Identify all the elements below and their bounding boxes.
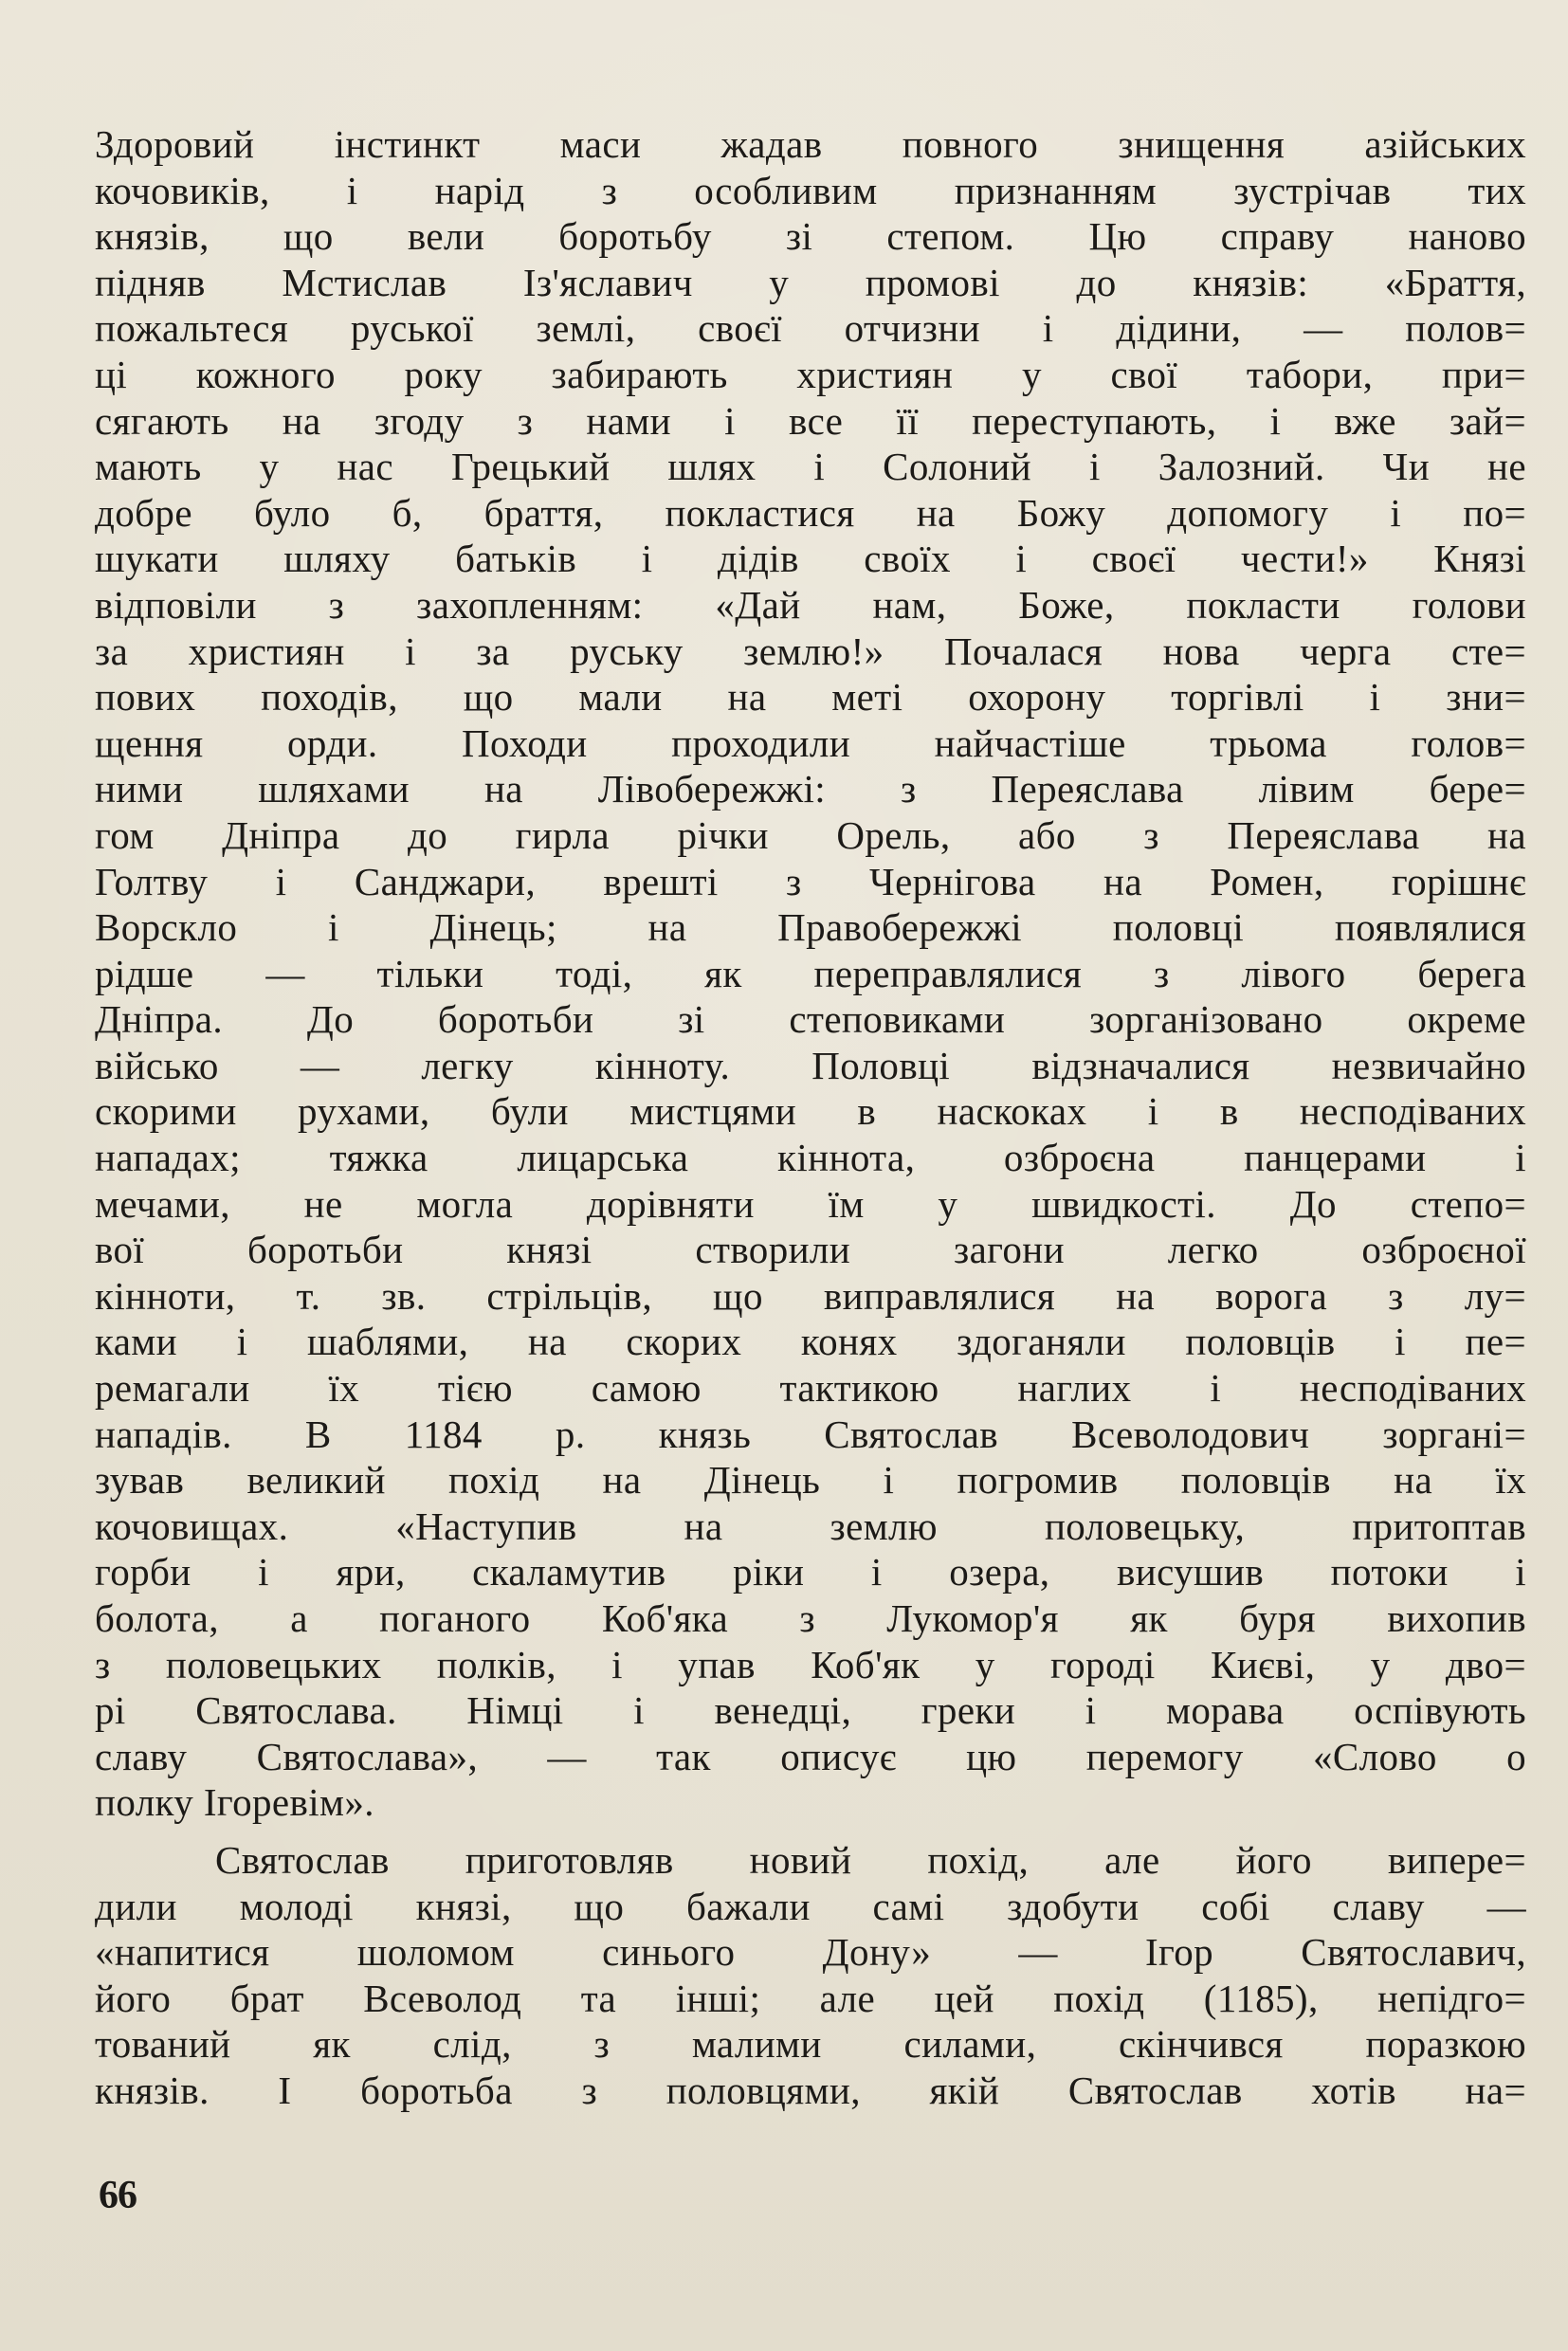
text-line: сягають на згоду з нами і все її переступають, і вже зай= bbox=[95, 398, 1526, 443]
text-line: болота, а поганого Коб'яка з Лукомор'я як буря вихопив bbox=[95, 1596, 1526, 1640]
text-line: відповіли з захопленням: «Дай нам, Боже, покласти голови bbox=[95, 582, 1526, 627]
text-line: зував великий похід на Дінець і погромив половців на їх bbox=[95, 1458, 1526, 1503]
text-line: мають у нас Грецький шлях і Солоний і Залозний. Чи не bbox=[95, 445, 1526, 489]
text-line: нападів. В 1184 р. князь Святослав Всеволодович зоргані= bbox=[95, 1412, 1526, 1456]
text-line: князів. І боротьба з половцями, якій Святослав хотів на= bbox=[95, 2068, 1526, 2112]
text-line: «напитися шоломом синього Дону» — Ігор Святославич, bbox=[95, 1930, 1526, 1975]
text-line: з половецьких полків, і упав Коб'як у городі Києві, у дво= bbox=[95, 1642, 1526, 1686]
text-line: горби і яри, скаламутив ріки і озера, висушив потоки і bbox=[95, 1550, 1526, 1595]
text-line: князів, що вели боротьбу зі степом. Цю справу наново bbox=[95, 214, 1526, 259]
page-number: 66 bbox=[99, 2174, 137, 2217]
text-line: ками і шаблями, на скорих конях здоганяли половців і пе= bbox=[95, 1320, 1526, 1364]
text-line: дили молоді князі, що бажали самі здобути собі славу — bbox=[95, 1884, 1526, 1928]
text-line: славу Святослава», — так описує цю перемогу «Слово о bbox=[95, 1734, 1526, 1778]
paragraph-2 bbox=[95, 1837, 1526, 2114]
text-line: мечами, не могла дорівняти їм у швидкості. До степо= bbox=[95, 1181, 1526, 1226]
text-line: ними шляхами на Лівобережжі: з Переяслава лівим бере= bbox=[95, 767, 1526, 811]
text-line: пожальтеся руської землі, своєї отчизни і дідини, — полов= bbox=[95, 306, 1526, 351]
text-line: скорими рухами, були мистцями в наскоках і в несподіваних bbox=[95, 1089, 1526, 1134]
text-line: гом Дніпра до гирла річки Орель, або з Переяслава на bbox=[95, 812, 1526, 857]
text-line: підняв Мстислав Із'яславич у промові до князів: «Браття, bbox=[95, 260, 1526, 304]
text-line: ремагали їх тією самою тактикою наглих і несподіваних bbox=[95, 1366, 1526, 1411]
text-line: рі Святослава. Німці і венедці, греки і морава оспівують bbox=[95, 1688, 1526, 1733]
body-text bbox=[95, 121, 1526, 2114]
text-line: за християн і за руську землю!» Почалася нова черга сте= bbox=[95, 629, 1526, 673]
text-line: Голтву і Санджари, врешті з Чернігова на Ромен, горішнє bbox=[95, 859, 1526, 903]
text-line: вої боротьби князі створили загони легко озброєної bbox=[95, 1228, 1526, 1272]
text-line: рідше — тільки тоді, як переправлялися з лівого берега bbox=[95, 951, 1526, 995]
text-line: військо — легку кінноту. Половці відзначалися незвичайно bbox=[95, 1043, 1526, 1087]
text-line: тований як слід, з малими силами, скінчився поразкою bbox=[95, 2022, 1526, 2067]
text-line: кінноти, т. зв. стрільців, що виправлялися на ворога з лу= bbox=[95, 1273, 1526, 1318]
text-line: його брат Всеволод та інші; але цей похід (1185), непідго= bbox=[95, 1976, 1526, 2020]
text-line: Святослав приготовляв новий похід, але його випере= bbox=[215, 1837, 1526, 1882]
text-line: щення орди. Походи проходили найчастіше трьома голов= bbox=[95, 720, 1526, 765]
text-line: шукати шляху батьків і дідів своїх і своєї чести!» Князі bbox=[95, 537, 1526, 581]
text-line: кочовищах. «Наступив на землю половецьку, притоптав bbox=[95, 1504, 1526, 1548]
text-line: кочовиків, і нарід з особливим признанням зустрічав тих bbox=[95, 168, 1526, 212]
text-line: нападах; тяжка лицарська кіннота, озброєна панцерами і bbox=[95, 1136, 1526, 1180]
text-line: ці кожного року забирають християн у свої табори, при= bbox=[95, 352, 1526, 396]
paragraph-1 bbox=[95, 121, 1526, 1826]
text-line: Дніпра. До боротьби зі степовиками зорганізовано окреме bbox=[95, 997, 1526, 1042]
text-line: Ворскло і Дінець; на Правобережжі половці появлялися bbox=[95, 905, 1526, 950]
text-line: пових походів, що мали на меті охорону торгівлі і зни= bbox=[95, 675, 1526, 720]
paragraph-spacer bbox=[95, 1826, 1526, 1837]
text-line: Здоровий інстинкт маси жадав повного знищення азійських bbox=[95, 122, 1526, 166]
text-line: полку Ігоревім». bbox=[95, 1780, 374, 1825]
text-line: добре було б, браття, покластися на Божу допомогу і по= bbox=[95, 490, 1526, 535]
